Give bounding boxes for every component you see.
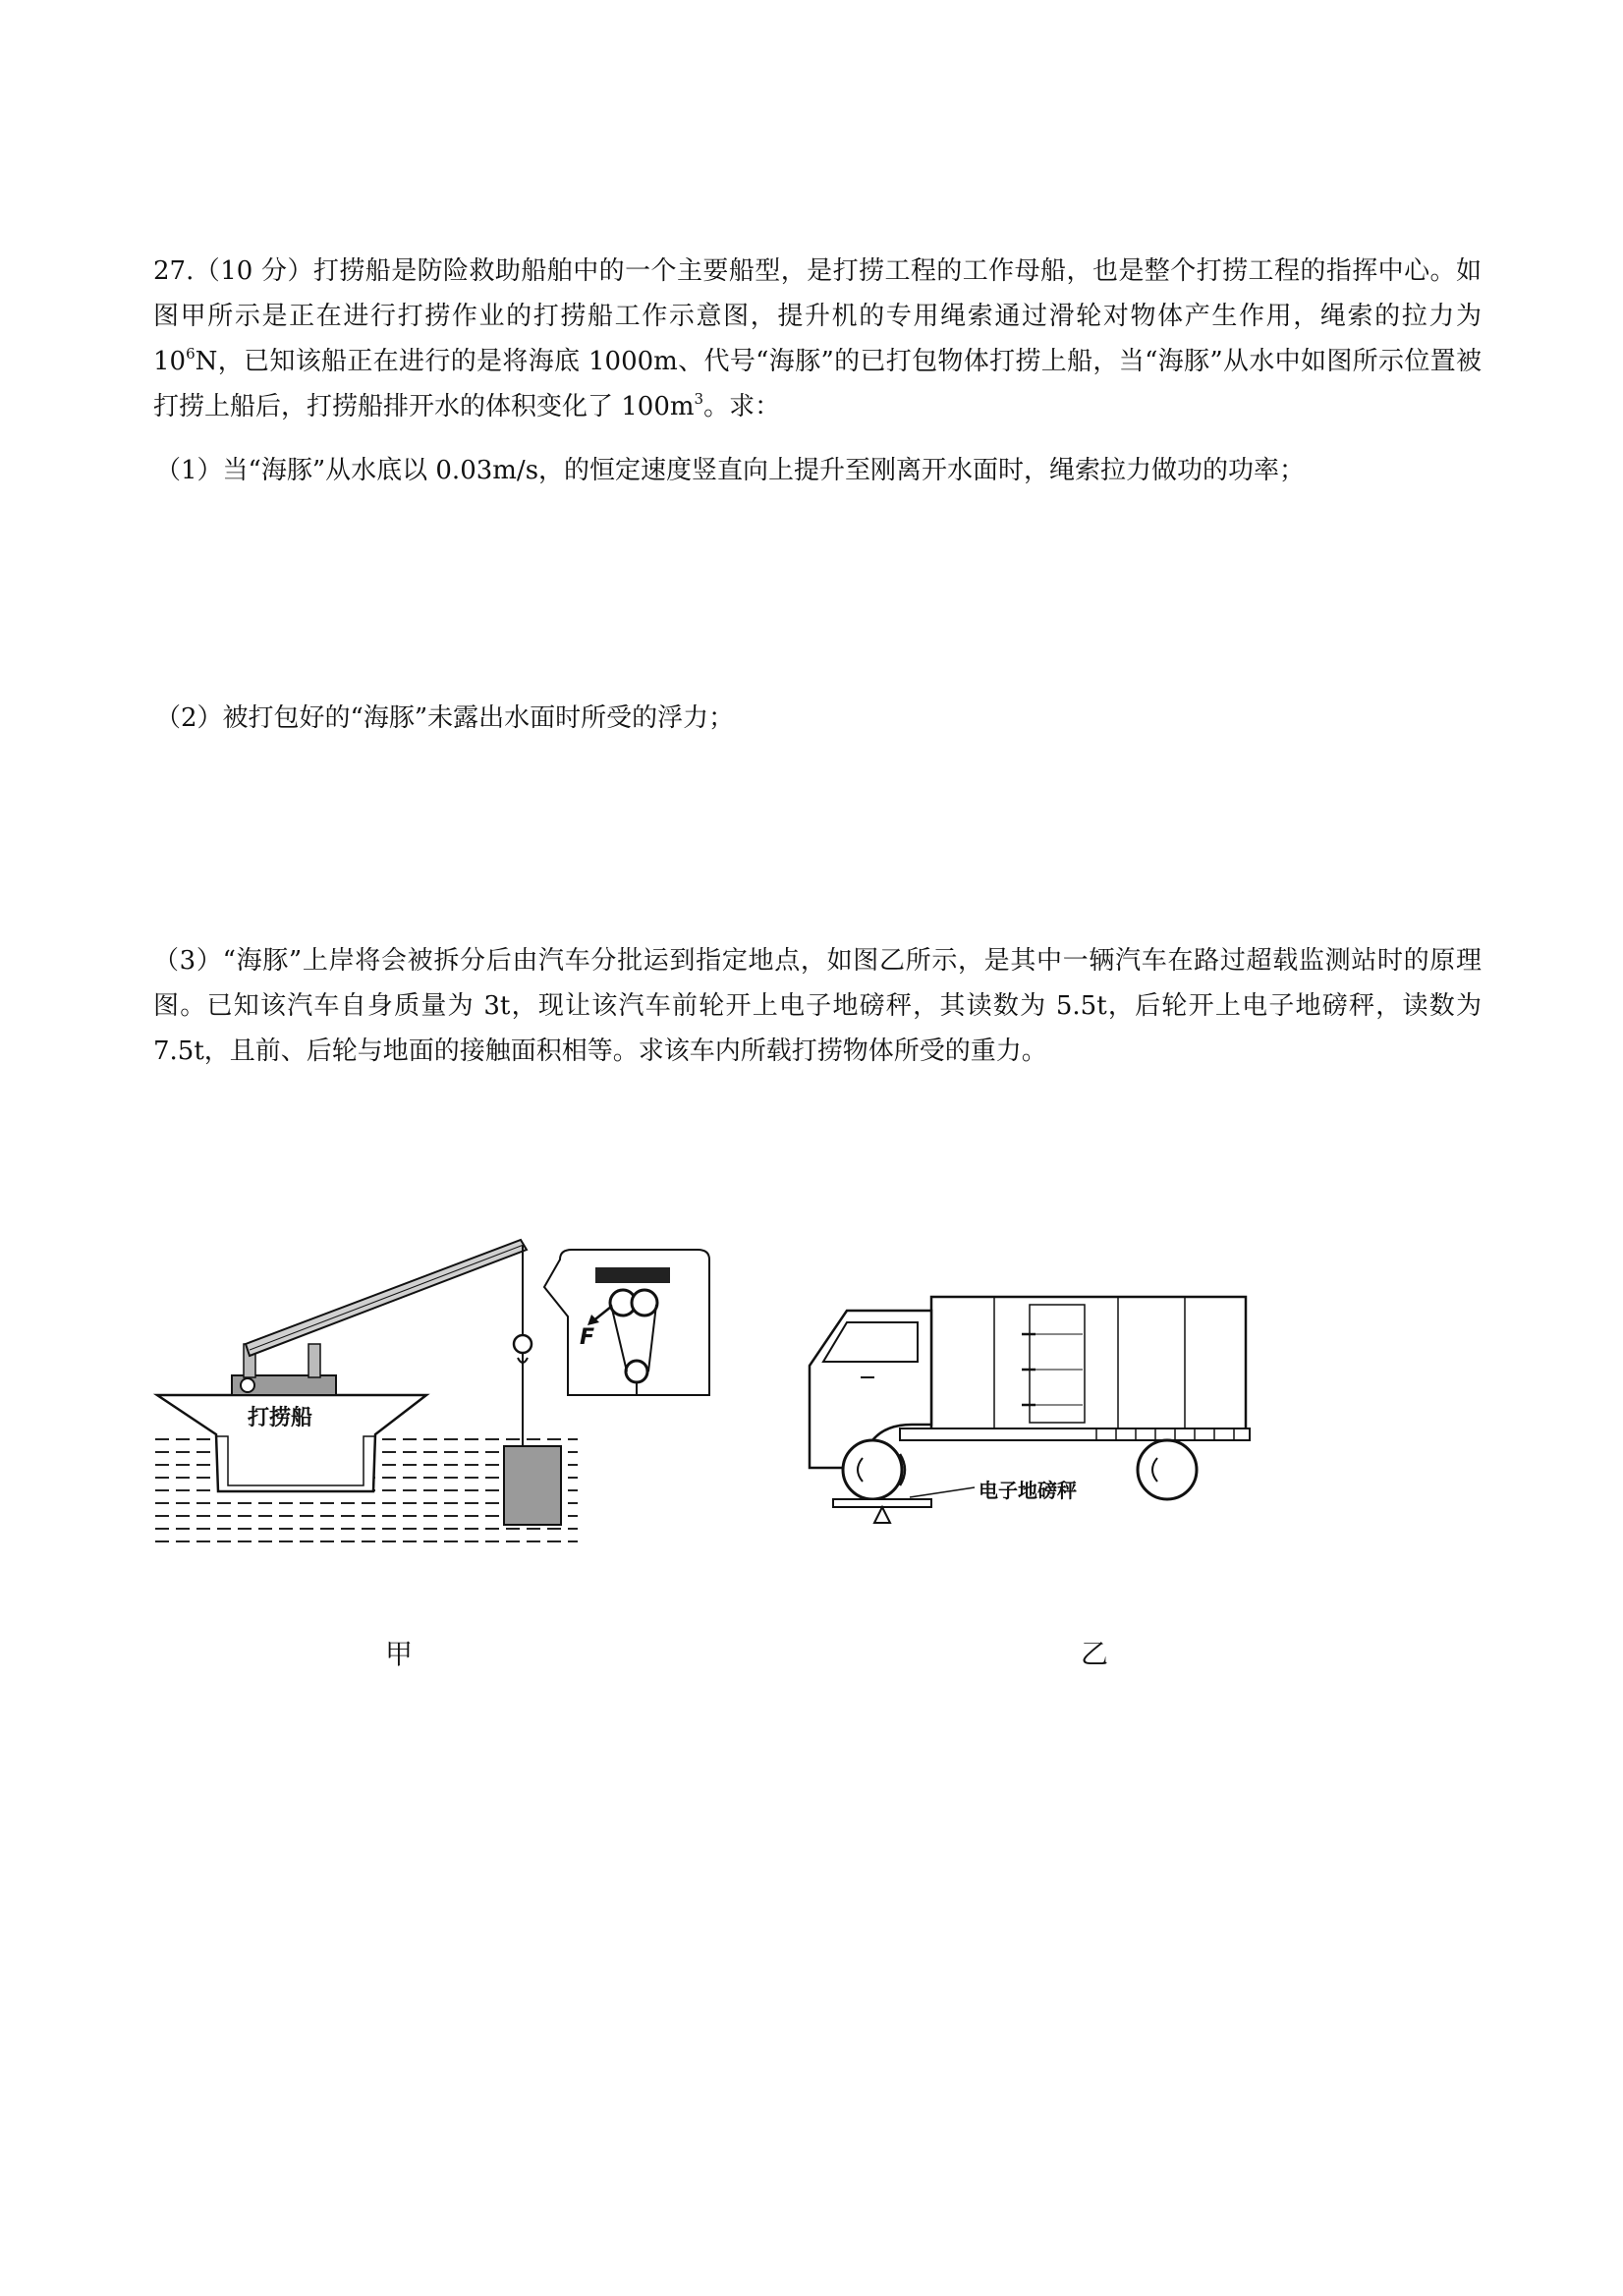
truck-cargo-box [931, 1297, 1246, 1430]
front-wheel [843, 1440, 905, 1499]
cargo-haitun [504, 1446, 561, 1525]
crane-support [308, 1344, 320, 1377]
intro-text-b: N，已知该船正在进行的是将海底 1000m、代号“海豚”的已打包物体打捞上船，当“海豚”从水中如图所示位置被打捞上船后，打捞船排开水的体积变化了 100m [153, 347, 1482, 421]
ship-label: 打捞船 [248, 1406, 313, 1430]
pulley-frame [595, 1267, 670, 1283]
movable-pulley [626, 1361, 647, 1382]
caption-yi: 乙 [1081, 1638, 1109, 1670]
intro-text-a: 打捞船是防险救助船舶中的一个主要船型，是打捞工程的工作母船，也是整个打捞工程的指挥中心。如图甲所示是正在进行打捞作业的打捞船工作示意图，提升机的专用绳索通过滑轮对物体产生作用，绳索的拉力为 10 [153, 256, 1482, 376]
part-3: （3）“海豚”上岸将会被拆分后由汽车分批运到指定地点，如图乙所示，是其中一辆汽车在路过超载监测站时的原理图。已知该汽车自身质量为 3t，现让该汽车前轮开上电子地磅秤，其读数为 5.5t，后轮开上电子地磅秤，读数为 7.5t，且前、后轮与地面的接触面积相等。求该车内所载打捞物体所受的重力。 [153, 946, 1482, 1066]
question-score: （10 分） [194, 256, 313, 286]
truck-chassis [900, 1428, 1250, 1440]
volume-exponent: 3 [694, 390, 704, 408]
fixed-pulley-right [632, 1290, 657, 1316]
rear-wheel [1138, 1440, 1197, 1499]
force-exponent: 6 [186, 345, 196, 363]
hook-pulley [514, 1335, 532, 1353]
figure-jia [147, 1228, 727, 1562]
caption-jia: 甲 [385, 1638, 414, 1670]
part-2: （2）被打包好的“海豚”未露出水面时所受的浮力； [155, 703, 735, 733]
force-label: F [580, 1325, 595, 1350]
weighbridge-pivot [874, 1507, 890, 1523]
part-1: （1）当“海豚”从水底以 0.03m/s，的恒定速度竖直向上提升至刚离开水面时，绳索拉力做功的功率； [155, 456, 1306, 485]
figure-yi [802, 1287, 1254, 1542]
weighbridge-label: 电子地磅秤 [979, 1479, 1077, 1502]
crane-winch [241, 1378, 254, 1392]
question-number: 27. [153, 256, 195, 286]
question-intro [153, 249, 1482, 429]
intro-text-c: 。求： [703, 392, 781, 421]
